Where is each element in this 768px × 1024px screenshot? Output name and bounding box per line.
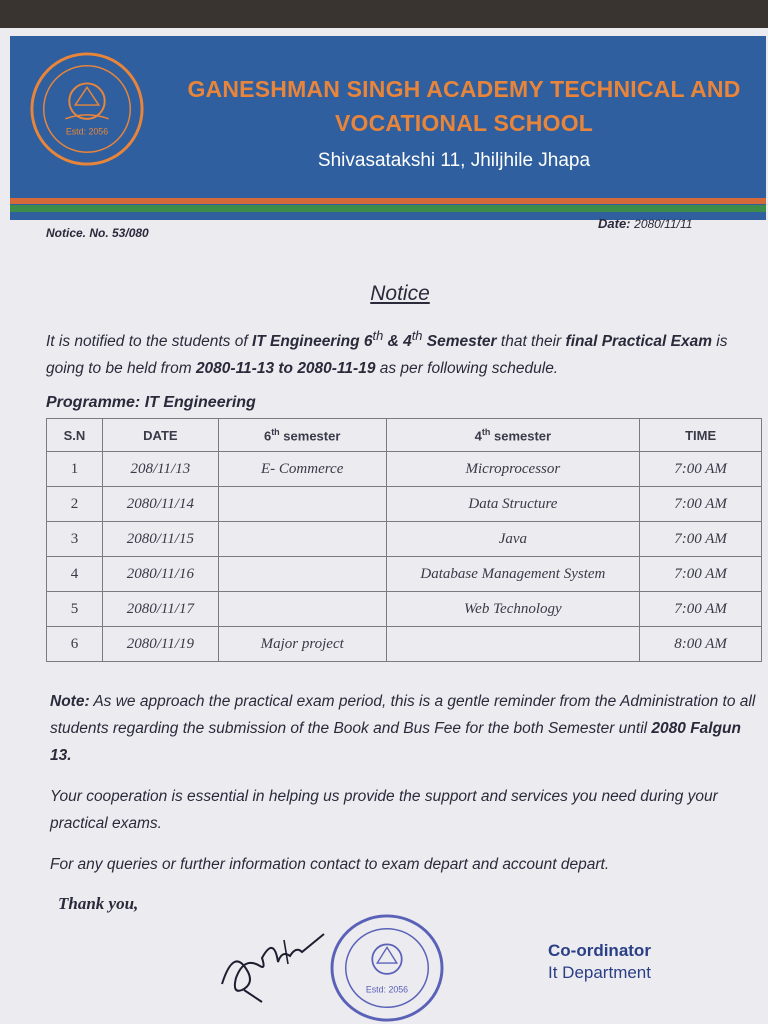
cell-date: 2080/11/16 [102,557,218,592]
intro-bold: IT Engineering 6 [251,333,373,351]
cell-4th-subject: Microprocessor [386,452,640,487]
cell-6th-subject [218,487,386,522]
coordinator-department: It Department [548,963,651,982]
header-sn: S.N [47,419,103,452]
intro-text: is going to be held from [46,333,728,378]
coordinator-title: Co-ordinator [548,941,651,960]
cell-date: 2080/11/14 [102,487,218,522]
cell-date: 2080/11/15 [102,522,218,557]
intro-bold: final Practical Exam [565,333,712,351]
closing-text: Thank you, [58,894,139,913]
signature-icon [214,906,334,1006]
cell-sn: 2 [47,487,103,522]
cell-4th-subject: Web Technology [386,592,640,627]
cell-sn: 6 [47,627,103,662]
schedule-header-row [47,419,762,452]
school-name [154,72,766,140]
letterhead-stripe-red [10,198,766,204]
date-label: Date: [598,216,631,231]
table-row [47,592,762,627]
cell-6th-subject: Major project [218,627,386,662]
header-4th-num: 4 [474,428,482,444]
cell-4th-subject: Java [386,522,640,557]
cell-4th-subject: Data Structure [386,487,640,522]
cell-sn: 5 [47,592,103,627]
header-4th-semester [386,419,640,452]
table-row [47,627,762,662]
coordinator-stamp [548,940,651,984]
header-time: TIME [640,419,762,452]
note-text: As we approach the practical exam period, this is a gentle reminder from the Administration to all students regarding the submission of the Book and Bus Fee for the both Semester until [50,693,756,737]
header-4th-sup: th [481,426,491,437]
intro-text: as per following schedule. [375,360,559,378]
intro-sup: th [411,328,423,343]
cell-time: 7:00 AM [640,557,762,592]
header-6th-semester [218,419,386,452]
letterhead [10,36,766,220]
table-row [47,522,762,557]
intro-bold: Semester [422,333,497,351]
table-row [47,452,762,487]
header-4th-rest: semester [490,428,552,444]
date-value: 2080/11/11 [634,217,693,231]
table-row [47,487,762,522]
note-deadline: 2080 Falgun 13. [50,720,741,764]
cell-time: 7:00 AM [640,592,762,627]
header-6th-rest: semester [279,428,341,444]
cell-6th-subject [218,557,386,592]
school-address: Shivasatakshi 11, Jhiljhile Jhapa [317,150,591,171]
note-label: Note: [50,693,90,710]
cell-sn: 1 [47,452,103,487]
intro-paragraph [46,322,756,382]
programme-heading: Programme: IT Engineering [46,394,256,411]
header-6th-sup: th [271,426,280,437]
school-logo-icon [28,50,146,168]
notice-date [598,216,692,231]
cell-4th-subject [386,627,640,662]
stamp-estd-text: Estd: 2056 [365,984,409,995]
school-stamp-icon [328,912,446,1024]
notice-document [0,28,768,1024]
cell-6th-subject: E- Commerce [218,452,386,487]
cell-4th-subject: Database Management System [386,557,640,592]
cell-sn: 4 [47,557,103,592]
note-paragraph [50,688,762,769]
school-name-line1: GANESHMAN SINGH ACADEMY TECHNICAL AND [187,76,741,102]
schedule-table [46,418,762,662]
cell-time: 7:00 AM [640,487,762,522]
cell-sn: 3 [47,522,103,557]
cell-date: 208/11/13 [102,452,218,487]
cell-6th-subject [218,592,386,627]
queries-paragraph: For any queries or further information contact to exam depart and account depart. [50,856,610,873]
intro-text: that their [496,333,566,351]
cell-time: 8:00 AM [640,627,762,662]
intro-text: It is notified to the students of [46,333,252,351]
header-date: DATE [102,419,218,452]
school-name-line2: VOCATIONAL SCHOOL [334,110,594,136]
note-section [50,688,762,892]
intro-bold: 2080-11-13 to 2080-11-19 [195,360,376,378]
logo-estd-text: Estd: 2056 [65,126,109,137]
table-row [47,557,762,592]
header-6th-num: 6 [263,428,272,444]
cooperation-paragraph: Your cooperation is essential in helping us provide the support and services you need during your practical exams. [50,788,718,832]
notice-number: Notice. No. 53/080 [46,226,149,240]
cell-6th-subject [218,522,386,557]
cell-date: 2080/11/17 [102,592,218,627]
letterhead-stripe-green [10,205,766,212]
cell-time: 7:00 AM [640,522,762,557]
intro-bold: & 4 [383,333,412,351]
intro-sup: th [372,328,384,343]
cell-date: 2080/11/19 [102,627,218,662]
notice-title: Notice [370,282,430,305]
cell-time: 7:00 AM [640,452,762,487]
